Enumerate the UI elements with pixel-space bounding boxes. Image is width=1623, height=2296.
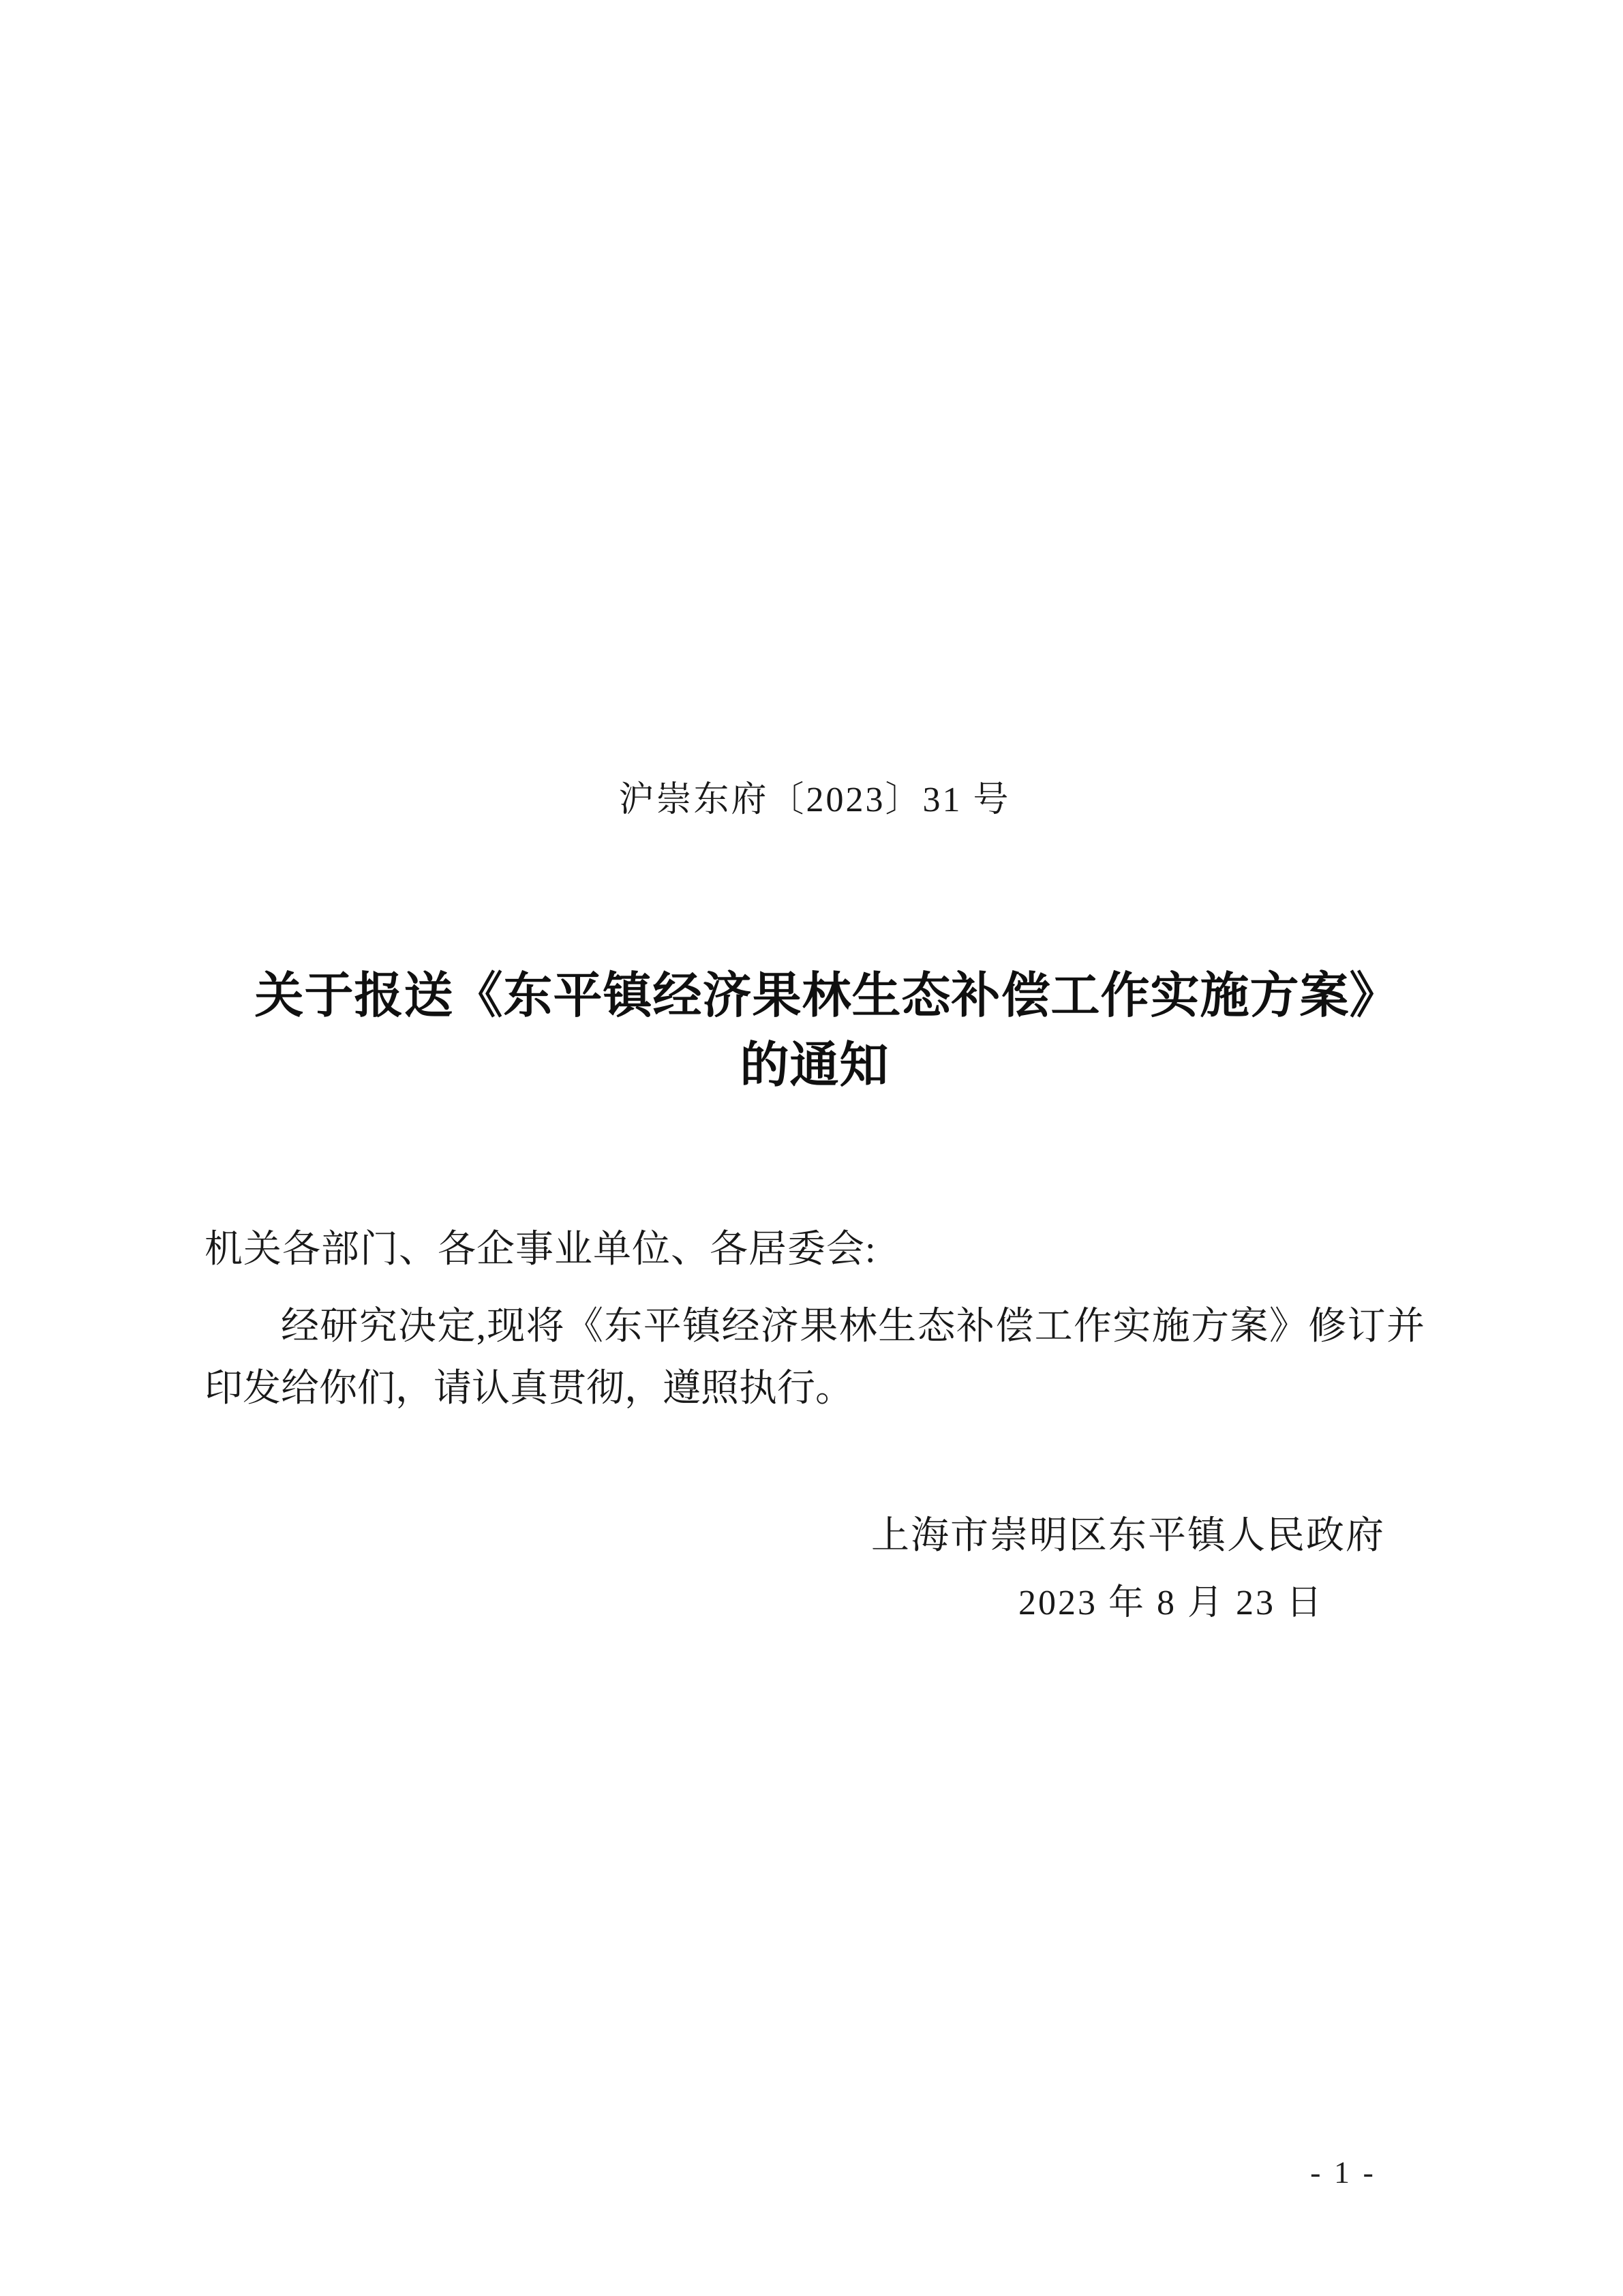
document-number: 沪崇东府〔2023〕31 号 — [618, 781, 1011, 819]
signature-date: 2023 年 8 月 23 日 — [1018, 1584, 1324, 1623]
body-paragraph: 经研究决定,现将《东平镇经济果林生态补偿工作实施方案》修订并印发给你们，请认真贯彻，遵照执行。 — [204, 1305, 1425, 1410]
document-title: 关于报送《东平镇经济果林生态补偿工作实施方案》的通知 — [254, 969, 1375, 1093]
document-content — [204, 0, 1425, 1625]
signature-organization: 上海市崇明区东平镇人民政府 — [871, 1514, 1385, 1557]
page-number-footer: - 1 - — [1310, 2155, 1376, 2190]
salutation-line: 机关各部门、各企事业单位、各居委会: — [204, 1228, 877, 1271]
